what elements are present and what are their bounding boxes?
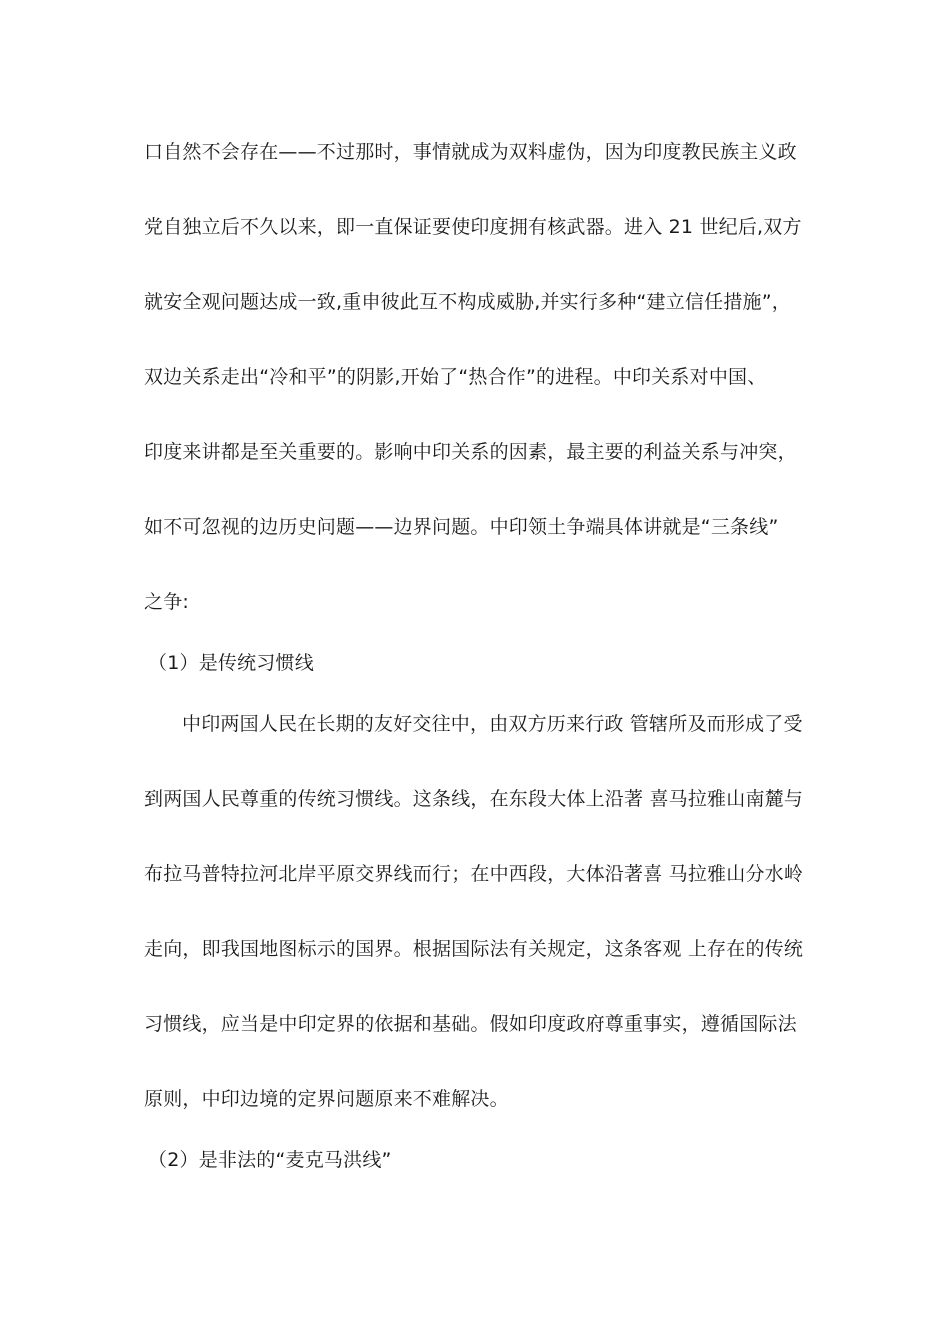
paragraph-line: 印度来讲都是至关重要的。影响中印关系的因素，最主要的利益关系与冲突， [144, 441, 797, 463]
paragraph-line: 到两国人民尊重的传统习惯线。这条线，在东段大体上沿著 喜马拉雅山南麓与 [144, 788, 804, 810]
paragraph-line: 中印两国人民在长期的友好交往中，由双方历来行政 管辖所及而形成了受 [182, 713, 803, 735]
section-heading: （2）是非法的“麦克马洪线” [148, 1149, 392, 1171]
paragraph-line: 党自独立后不久以来，即一直保证要使印度拥有核武器。进入 21 世纪后,双方 [144, 216, 802, 238]
paragraph-line: 就安全观问题达成一致,重申彼此互不构成威胁,并实行多种“建立信任措施”， [144, 291, 791, 313]
paragraph-line: 习惯线，应当是中印定界的依据和基础。假如印度政府尊重事实，遵循国际法 [144, 1013, 797, 1035]
paragraph-line: 之争: [144, 591, 190, 613]
paragraph-line: 如不可忽视的边历史问题——边界问题。中印领土争端具体讲就是“三条线” [144, 516, 779, 538]
paragraph-line: 原则，中印边境的定界问题原来不难解决。 [144, 1088, 509, 1110]
paragraph-line: 口自然不会存在——不过那时，事情就成为双料虚伪，因为印度教民族主义政 [144, 141, 797, 163]
paragraph-line: 双边关系走出“冷和平”的阴影,开始了“热合作”的进程。中印关系对中国、 [144, 366, 767, 388]
section-heading: （1）是传统习惯线 [148, 652, 314, 674]
paragraph-line: 走向，即我国地图标示的国界。根据国际法有关规定，这条客观 上存在的传统 [144, 938, 804, 960]
paragraph-line: 布拉马普特拉河北岸平原交界线而行；在中西段，大体沿著喜 马拉雅山分水岭 [144, 863, 804, 885]
